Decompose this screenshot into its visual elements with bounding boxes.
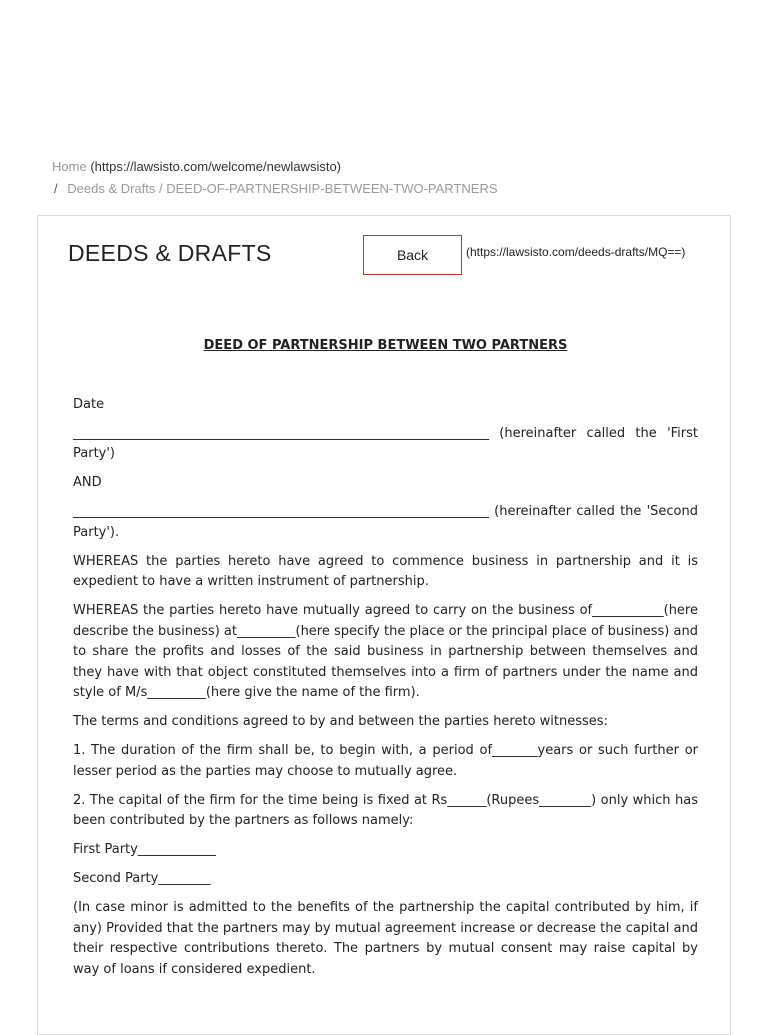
doc-paragraph: Second Party________ [73, 871, 211, 886]
doc-paragraph: AND [73, 475, 102, 490]
breadcrumb-home-url: (https://lawsisto.com/welcome/newlawsisto) [90, 159, 342, 174]
doc-paragraph: First Party____________ [73, 842, 216, 857]
breadcrumb [52, 156, 732, 200]
doc-paragraph: ________________________________________________________________ (hereinafter called the 'Second Party'). [73, 504, 698, 540]
doc-paragraph: ________________________________________________________________ (hereinafter called the 'First Party') [73, 425, 698, 461]
doc-paragraph: 1. The duration of the firm shall be, to begin with, a period of_______years or such further or lesser period as the parties may choose to mutually agree. [73, 743, 698, 779]
breadcrumb-trail[interactable]: Deeds & Drafts / DEED-OF-PARTNERSHIP-BETWEEN-TWO-PARTNERS [67, 181, 498, 196]
content-card [37, 215, 731, 1035]
document-body [73, 336, 698, 989]
doc-paragraph: (In case minor is admitted to the benefits of the partnership the capital contributed by him, if any) Provided that the partners may by mutual agreement increase or decrease the capital and their respective contributions thereto. The partners by mutual consent may raise capital by way of loans if considered expedient. [73, 900, 698, 977]
page-title: DEEDS & DRAFTS [68, 240, 272, 266]
doc-paragraph: Date [73, 396, 105, 412]
doc-paragraph: The terms and conditions agreed to by and between the parties hereto witnesses: [73, 714, 608, 729]
back-button[interactable]: Back [363, 235, 462, 275]
doc-paragraph: WHEREAS the parties hereto have agreed to commence business in partnership and it is expedient to have a written instrument of partnership. [73, 553, 698, 589]
document-title: DEED OF PARTNERSHIP BETWEEN TWO PARTNERS [203, 338, 568, 353]
doc-paragraph: WHEREAS the parties hereto have mutually agreed to carry on the business of___________(here describe the business) at_________(here specify the place or the principal place of business) and to share the profits and losses of the said business in partnership between themselves and they have with that object constituted themselves into a firm of partners under the name and style of M/s_________(here give the name of the firm). [73, 603, 698, 700]
breadcrumb-separator: / [54, 181, 58, 196]
breadcrumb-home-link[interactable]: Home [52, 159, 87, 174]
back-url: (https://lawsisto.com/deeds-drafts/MQ==) [466, 245, 686, 259]
doc-paragraph: 2. The capital of the firm for the time being is fixed at Rs______(Rupees________) only which has been contributed by the partners as follows namely: [73, 792, 698, 828]
